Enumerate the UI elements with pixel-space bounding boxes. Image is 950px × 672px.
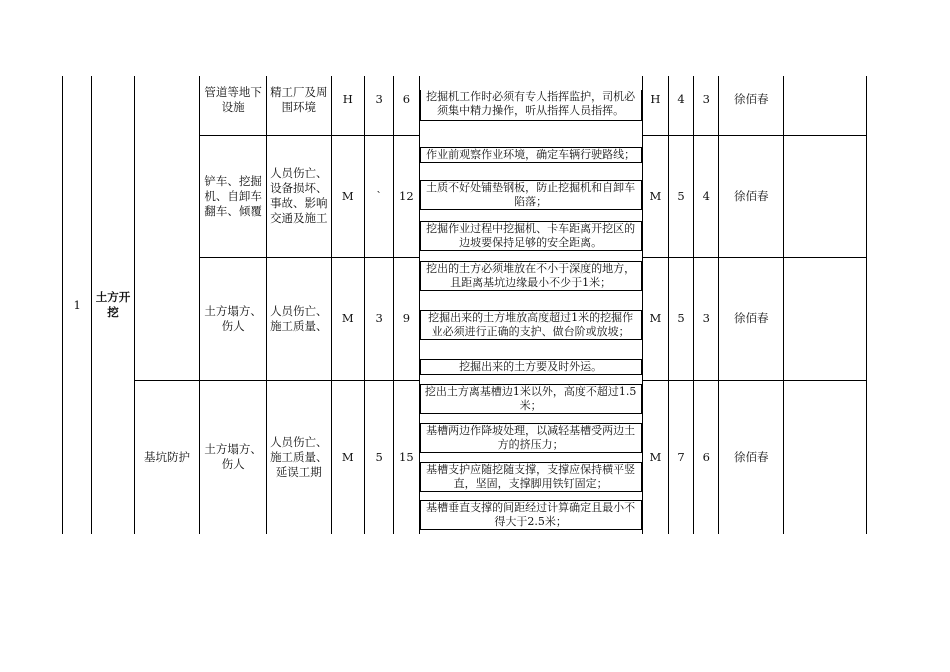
measure-cell bbox=[419, 418, 642, 458]
consequence-cell: 人员伤亡、施工质量、延误工期 bbox=[267, 380, 332, 534]
score-e-cell: ` bbox=[364, 135, 393, 257]
measure-text: 挖出的土方必须堆放在不小于深度的地方，且距离基坑边缘最小不少于1米； bbox=[420, 261, 642, 291]
remark-cell bbox=[784, 380, 867, 534]
score-e-cell: 3 bbox=[364, 76, 393, 135]
score-d-cell: 6 bbox=[394, 76, 419, 135]
residual-d-cell: 3 bbox=[694, 76, 719, 135]
residual-d-cell: 6 bbox=[694, 380, 719, 534]
residual-e-cell: 5 bbox=[668, 135, 693, 257]
residual-e-cell: 4 bbox=[668, 76, 693, 135]
item-number-cell: 1 bbox=[63, 76, 92, 534]
residual-d-cell: 4 bbox=[694, 135, 719, 257]
hazard-source-cell: 管道等地下设施 bbox=[200, 76, 267, 135]
measure-text: 挖掘机工作时必须有专人指挥监护，司机必须集中精力操作，听从指挥人员指挥。 bbox=[420, 90, 642, 121]
measure-cell bbox=[419, 380, 642, 418]
measure-text: 挖掘出来的土方要及时外运。 bbox=[420, 359, 642, 375]
measure-cell bbox=[419, 458, 642, 496]
consequence-cell: 精工厂及周围环境 bbox=[267, 76, 332, 135]
section-cell-blank bbox=[134, 76, 200, 380]
residual-level-cell: M bbox=[642, 257, 668, 380]
project-name-cell: 土方开挖 bbox=[92, 76, 134, 534]
measure-text: 基槽支护应随挖随支撑，支撑应保持横平竖直，坚固，支撑脚用铁钉固定； bbox=[420, 462, 642, 492]
section-cell: 基坑防护 bbox=[134, 380, 200, 534]
remark-cell bbox=[784, 76, 867, 135]
risk-assessment-table bbox=[62, 76, 867, 534]
hazard-source-cell: 土方塌方、伤人 bbox=[200, 380, 267, 534]
owner-cell: 徐佰春 bbox=[719, 380, 784, 534]
score-d-cell: 9 bbox=[394, 257, 419, 380]
measure-text: 基槽垂直支撑的间距经过计算确定且最小不得大于2.5米； bbox=[420, 500, 642, 530]
measure-cell bbox=[419, 354, 642, 380]
level-cell: H bbox=[331, 76, 364, 135]
residual-level-cell: M bbox=[642, 380, 668, 534]
residual-e-cell: 7 bbox=[668, 380, 693, 534]
measure-text: 挖出土方离基槽边1米以外，高度不超过1.5米； bbox=[420, 384, 642, 414]
measure-cell bbox=[419, 295, 642, 354]
residual-e-cell: 5 bbox=[668, 257, 693, 380]
residual-level-cell: M bbox=[642, 135, 668, 257]
score-d-cell: 15 bbox=[394, 380, 419, 534]
measure-cell bbox=[419, 175, 642, 215]
owner-cell: 徐佰春 bbox=[719, 76, 784, 135]
residual-d-cell: 3 bbox=[694, 257, 719, 380]
measure-cell bbox=[419, 257, 642, 295]
measure-text: 挖掘作业过程中挖掘机、卡车距离开挖区的边坡要保持足够的安全距离。 bbox=[420, 221, 642, 251]
measure-text: 挖掘出来的土方堆放高度超过1米的挖掘作业必须进行正确的支护、做台阶或放坡； bbox=[420, 310, 642, 340]
measure-cell bbox=[419, 135, 642, 175]
consequence-cell: 人员伤亡、设备损坏、事故、影响交通及施工 bbox=[267, 135, 332, 257]
measure-text: 作业前观察作业环境，确定车辆行驶路线； bbox=[420, 147, 642, 163]
measure-text: 土质不好处铺垫钢板，防止挖掘机和自卸车陷落； bbox=[420, 180, 642, 210]
score-e-cell: 3 bbox=[364, 257, 393, 380]
table-row bbox=[63, 76, 867, 135]
owner-cell: 徐佰春 bbox=[719, 257, 784, 380]
measure-text: 基槽两边作降坡处理，以减轻基槽受两边土方的挤压力； bbox=[420, 423, 642, 453]
residual-level-cell: H bbox=[642, 76, 668, 135]
table-row bbox=[63, 380, 867, 418]
measure-cell bbox=[419, 496, 642, 534]
measure-cell bbox=[419, 215, 642, 257]
measure-cell bbox=[419, 76, 642, 135]
remark-cell bbox=[784, 135, 867, 257]
level-cell: M bbox=[331, 135, 364, 257]
level-cell: M bbox=[331, 257, 364, 380]
hazard-source-cell: 土方塌方、伤人 bbox=[200, 257, 267, 380]
level-cell: M bbox=[331, 380, 364, 534]
hazard-source-cell: 铲车、挖掘机、自卸车翻车、倾覆 bbox=[200, 135, 267, 257]
consequence-cell: 人员伤亡、施工质量、 bbox=[267, 257, 332, 380]
remark-cell bbox=[784, 257, 867, 380]
score-d-cell: 12 bbox=[394, 135, 419, 257]
owner-cell: 徐佰春 bbox=[719, 135, 784, 257]
score-e-cell: 5 bbox=[364, 380, 393, 534]
